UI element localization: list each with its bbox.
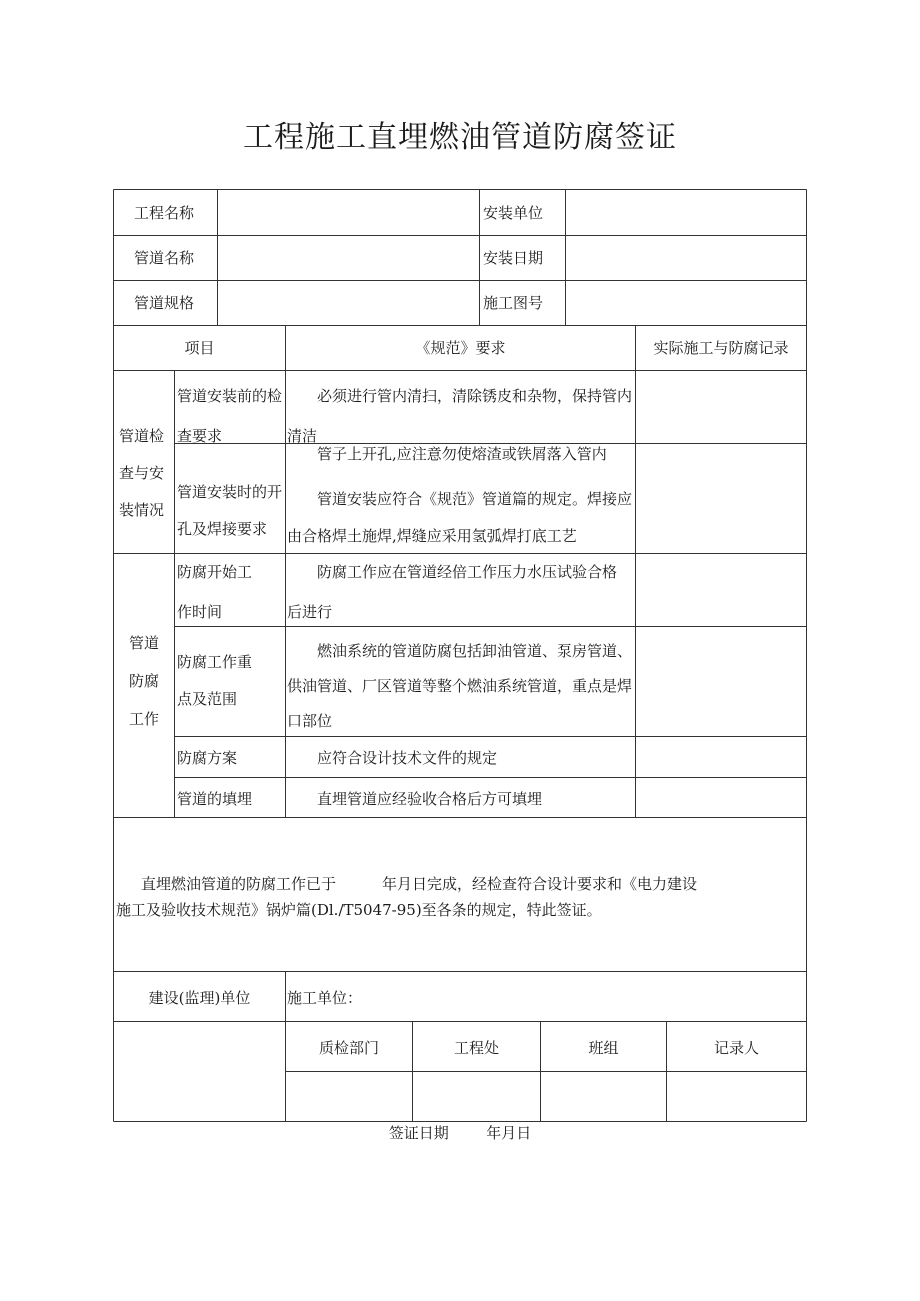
statement-text-line2: 施工及验收技术规范》锅炉篇(Dl./T5047-95)至各条的规定，特此签证。 [116, 901, 602, 919]
owner-unit-label: 建设(监理)单位 [148, 989, 251, 1007]
project-name-label: 工程名称 [134, 204, 195, 222]
qc-dept-signature[interactable] [286, 1072, 412, 1121]
anticorrosion-start-item: 防腐开始工作时间 [177, 563, 253, 621]
document-title: 工程施工直埋燃油管道防腐签证 [243, 120, 677, 155]
install-date-label: 安装日期 [483, 249, 544, 267]
sign-date-value: 年月日 [486, 1124, 532, 1142]
requirement-header: 《规范》要求 [415, 339, 506, 357]
install-date-field[interactable] [566, 236, 806, 280]
sign-date-line [0, 1122, 920, 1143]
project-name-field[interactable] [218, 190, 479, 235]
anticorrosion-start-requirement: 防腐工作应在管道经倍工作压力水压试验合格后进行 [287, 563, 618, 621]
project-office-signature[interactable] [413, 1072, 540, 1121]
record-header: 实际施工与防腐记录 [653, 339, 789, 357]
backfill-requirement: 直埋管道应经验收合格后方可填埋 [317, 790, 543, 808]
project-office-label: 工程处 [453, 1039, 499, 1057]
owner-signature-area[interactable] [114, 1022, 285, 1121]
statement-text-part1: 直埋燃油管道的防腐工作已于 [141, 875, 337, 893]
section-anticorrosion-label: 管道防腐工作 [129, 634, 160, 728]
sign-date-label: 签证日期 [388, 1124, 449, 1142]
team-signature[interactable] [541, 1072, 666, 1121]
anticorrosion-scope-item: 防腐工作重点及范围 [177, 653, 253, 708]
drilling-welding-record[interactable] [636, 444, 806, 553]
backfill-record[interactable] [636, 778, 806, 817]
qc-dept-label: 质检部门 [318, 1039, 379, 1057]
pre-install-check-item: 管道安装前的检查要求 [177, 387, 283, 445]
drilling-requirement: 管子上开孔,应注意勿使熔渣或铁屑落入管内 [317, 445, 607, 463]
pipe-spec-field[interactable] [218, 281, 479, 325]
pipe-name-field[interactable] [218, 236, 479, 280]
recorder-label: 记录人 [713, 1039, 759, 1057]
install-unit-field[interactable] [566, 190, 806, 235]
item-header: 项目 [184, 339, 215, 357]
anticorrosion-scope-requirement: 燃油系统的管道防腐包括卸油管道、泵房管道、供油管道、厂区管道等整个燃油系统管道，重点是焊口部位 [287, 642, 633, 730]
drilling-welding-item: 管道安装时的开孔及焊接要求 [177, 483, 283, 538]
contractor-unit-label: 施工单位： [287, 989, 363, 1007]
section-inspection-label: 管道检查与安装情况 [119, 427, 165, 519]
anticorrosion-plan-item: 防腐方案 [177, 749, 238, 767]
statement-text-part2: 年月日完成，经检查符合设计要求和《电力建设 [382, 875, 698, 893]
backfill-item: 管道的填埋 [177, 790, 253, 808]
anticorrosion-scope-record[interactable] [636, 627, 806, 736]
pre-install-check-requirement: 必须进行管内清扫，清除锈皮和杂物，保持管内清洁 [287, 387, 633, 445]
pipe-name-label: 管道名称 [134, 249, 195, 267]
pre-install-check-record[interactable] [636, 371, 806, 443]
recorder-signature[interactable] [667, 1072, 806, 1121]
drawing-no-label: 施工图号 [483, 294, 544, 312]
pipe-spec-label: 管道规格 [134, 294, 195, 312]
anticorrosion-plan-record[interactable] [636, 737, 806, 777]
welding-requirement: 管道安装应符合《规范》管道篇的规定。焊接应由合格焊土施焊,焊缝应采用氢弧焊打底工艺 [287, 490, 633, 545]
install-unit-label: 安装单位 [483, 204, 544, 222]
team-label: 班组 [588, 1039, 619, 1057]
drawing-no-field[interactable] [566, 281, 806, 325]
anticorrosion-plan-requirement: 应符合设计技术文件的规定 [317, 749, 498, 767]
anticorrosion-start-record[interactable] [636, 554, 806, 626]
